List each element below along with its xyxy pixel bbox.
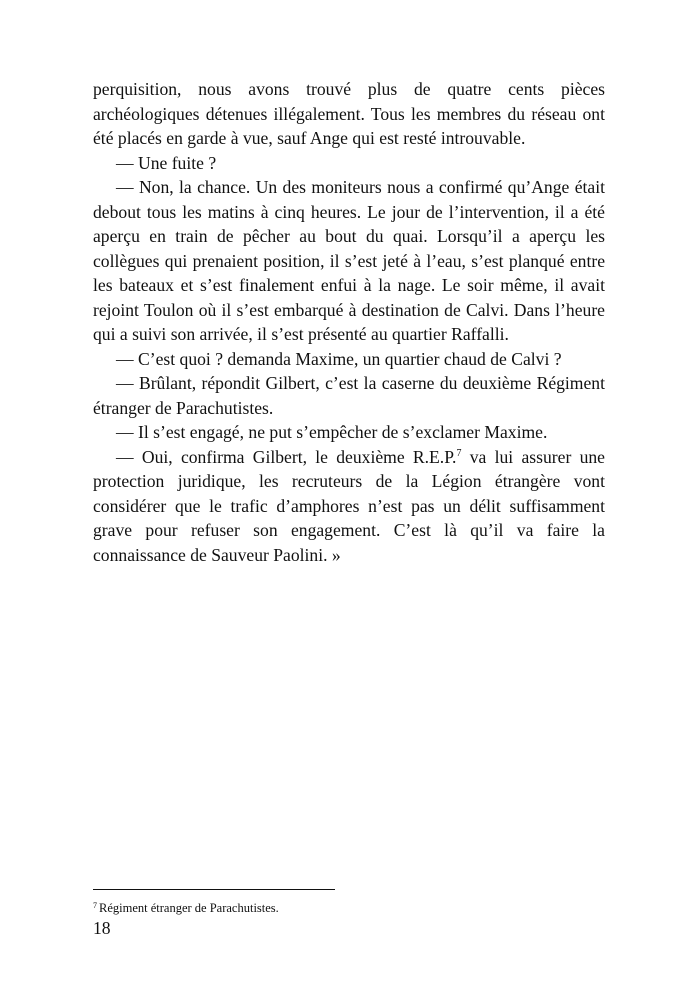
- dialogue-line: — Une fuite ?: [116, 152, 217, 173]
- footnote-marker: 7: [93, 901, 97, 910]
- dialogue-text: — Oui, confirma Gilbert, le deuxième R.E.P.: [116, 446, 457, 467]
- footnote-separator: [93, 889, 335, 890]
- dialogue-line: [93, 445, 605, 568]
- dialogue-line: — Brûlant, répondit Gilbert, c’est la caserne du deuxième Régiment étranger de Parachutistes.: [93, 373, 605, 418]
- body-text: [93, 77, 605, 567]
- footnote-text: Régiment étranger de Parachutistes.: [99, 901, 279, 915]
- paragraph-continuation: perquisition, nous avons trouvé plus de quatre cents pièces archéologiques détenues illégalement. Tous les membres du réseau ont été placés en garde à vue, sauf Ange qui est resté introuvable.: [93, 79, 605, 148]
- dialogue-line: — C’est quoi ? demanda Maxime, un quartier chaud de Calvi ?: [116, 348, 562, 369]
- page-number: 18: [93, 918, 111, 938]
- dialogue-line: — Il s’est engagé, ne put s’empêcher de s’exclamer Maxime.: [116, 422, 548, 442]
- footnote: [93, 901, 605, 916]
- dialogue-line: — Non, la chance. Un des moniteurs nous a confirmé qu’Ange était debout tous les matins à cinq heures. Le jour de l’intervention, il a été aperçu en train de pêcher au bout du quai. Lorsqu’il a aperçu les collègues qui prenaient position, il s’est jeté à l’eau, s’est planqué entre les bateaux et s’est finalement enfui à la nage. Le soir même, il avait rejoint Toulon où il s’est embarqué à destination de Calvi. Dans l’heure qui a suivi son arrivée, il s’est présenté au quartier Raffalli.: [93, 177, 605, 344]
- dialogue-text: va lui assurer une protection juridique, les recruteurs de la Légion étrangère vont considérer que le trafic d’amphores n’est pas un délit suffisamment grave pour refuser son engagement. C’est là qu’il va faire la connaissance de Sauveur Paolini. »: [93, 446, 605, 565]
- footnote-reference: 7: [456, 447, 462, 459]
